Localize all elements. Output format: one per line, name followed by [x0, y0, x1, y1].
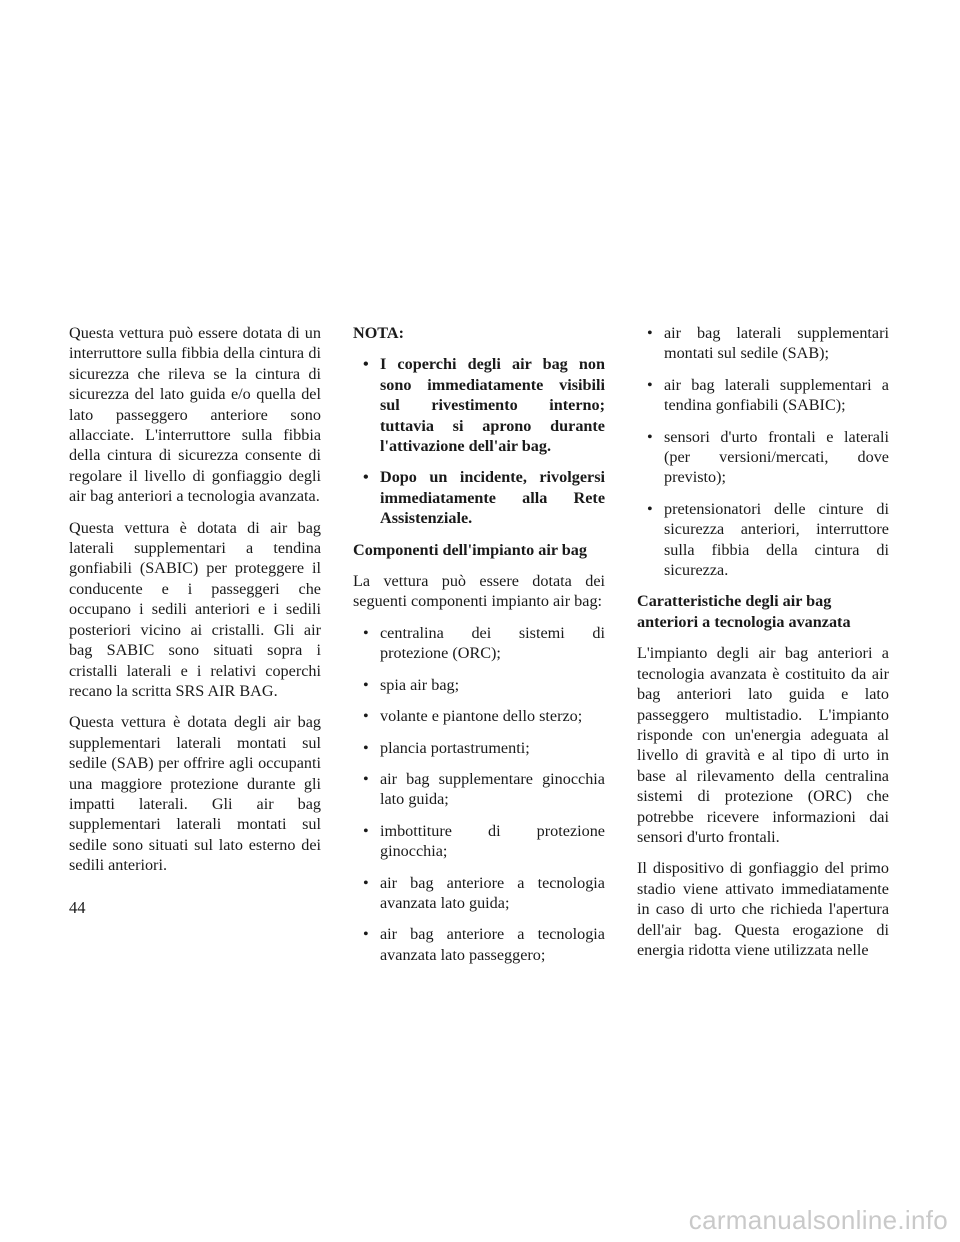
list-item [353, 821, 605, 862]
bullet-icon: • [363, 873, 369, 892]
list-item [353, 769, 605, 810]
bullet-icon: • [363, 821, 369, 840]
list-item [353, 675, 605, 695]
list-item-text: volante e piantone dello sterzo; [380, 707, 583, 726]
list-item [353, 738, 605, 758]
bullet-icon: • [363, 738, 369, 757]
components-list-continued [637, 323, 889, 580]
bullet-icon: • [363, 468, 369, 487]
list-item [353, 924, 605, 965]
list-item [353, 623, 605, 664]
paragraph: Questa vettura può essere dotata di un interruttore sulla fibbia della cintura di sicurezza che rileva se la cintura di sicurezza del lato guida e/o quella del lato passeggero anteriore sono allacciate. L'interruttore sulla fibbia della cintura di sicurezza consente di regolare il livello di gonfiaggio degli air bag anteriori a tecnologia avanzata. [69, 324, 321, 506]
components-list [353, 623, 605, 965]
bullet-icon: • [363, 707, 369, 726]
note-item [353, 354, 605, 456]
bullet-icon: • [647, 375, 653, 394]
bullet-icon: • [363, 675, 369, 694]
list-item [353, 873, 605, 914]
list-item-text: air bag laterali supplementari a tendina gonfiabili (SABIC); [664, 375, 889, 415]
bullet-icon: • [363, 925, 369, 944]
paragraph: Questa vettura è dotata di air bag laterali supplementari a tendina gonfiabili (SABIC) per proteggere il conducente e i passeggeri che occupano i sedili anteriori e i sedili posteriori vicino ai cristalli. Gli air bag SABIC sono situati sopra i cristalli laterali e i relativi coperchi recano la scritta SRS AIR BAG. [69, 518, 321, 700]
list-item-text: imbottiture di protezione ginocchia; [380, 821, 605, 861]
list-item [637, 427, 889, 488]
watermark: carmanualsonline.info [688, 1205, 948, 1235]
list-item-text: plancia portastrumenti; [380, 738, 530, 757]
list-item-text: sensori d'urto frontali e laterali (per versioni/mercati, dove previsto); [664, 427, 889, 487]
bullet-icon: • [647, 324, 653, 342]
note-label: NOTA: [353, 324, 404, 342]
list-item [637, 323, 889, 364]
list-item [353, 706, 605, 726]
list-item [637, 499, 889, 581]
column-3 [637, 323, 889, 971]
list-item-text: pretensionatori delle cinture di sicurezza anteriori, interruttore sulla fibbia della cintura di sicurezza. [664, 499, 889, 580]
bullet-icon: • [647, 427, 653, 446]
note-item [353, 467, 605, 528]
bullet-icon: • [647, 499, 653, 518]
column-2 [353, 323, 605, 976]
bullet-icon: • [363, 623, 369, 642]
section-heading: Componenti dell'impianto air bag [353, 540, 587, 559]
list-item-text: air bag laterali supplementari montati sul sedile (SAB); [664, 324, 889, 363]
page-number: 44 [69, 898, 86, 917]
section-heading [637, 591, 889, 632]
note-item-text: I coperchi degli air bag non sono immediatamente visibili sul rivestimento interno; tuttavia si aprono durante l'attivazione dell'air bag. [380, 355, 605, 456]
list-item-text: air bag anteriore a tecnologia avanzata lato passeggero; [380, 925, 605, 964]
column-1 [69, 323, 321, 887]
list-item-text: spia air bag; [380, 675, 460, 694]
list-item-text: centralina dei sistemi di protezione (ORC); [380, 623, 605, 663]
section-heading-line: Caratteristiche degli air bag [637, 592, 832, 611]
paragraph: L'impianto degli air bag anteriori a tecnologia avanzata è costituito da air bag anteriori lato guida e lato passeggero multistadio. L'impianto risponde con un'energia adeguata al livello di gravità e al tipo di urto in base al rilevamento della centralina sistemi di protezione (ORC) che potrebbe ricevere informazioni dai sensori d'urto frontali. [637, 644, 889, 846]
section-heading-line: anteriori a tecnologia avanzata [637, 612, 851, 631]
bullet-icon: • [363, 355, 369, 374]
list-item [637, 375, 889, 416]
list-item-text: air bag anteriore a tecnologia avanzata lato guida; [380, 873, 605, 912]
note-list [353, 354, 605, 528]
note-item-text: Dopo un incidente, rivolgersi immediatamente alla Rete Assistenziale. [380, 468, 605, 528]
paragraph: Questa vettura è dotata degli air bag supplementari laterali montati sul sedile (SAB) per offrire agli occupanti una maggiore protezione durante gli impatti laterali. Gli air bag supplementari laterali montati sul sedile sono situati sul lato esterno dei sedili anteriori. [69, 713, 321, 875]
paragraph: La vettura può essere dotata dei seguenti componenti impianto air bag: [353, 572, 605, 611]
paragraph: Il dispositivo di gonfiaggio del primo stadio viene attivato immediatamente in caso di urto che richieda l'apertura dell'air bag. Questa erogazione di energia ridotta viene utilizzata nelle [637, 859, 889, 959]
list-item-text: air bag supplementare ginocchia lato guida; [380, 769, 605, 809]
bullet-icon: • [363, 769, 369, 788]
